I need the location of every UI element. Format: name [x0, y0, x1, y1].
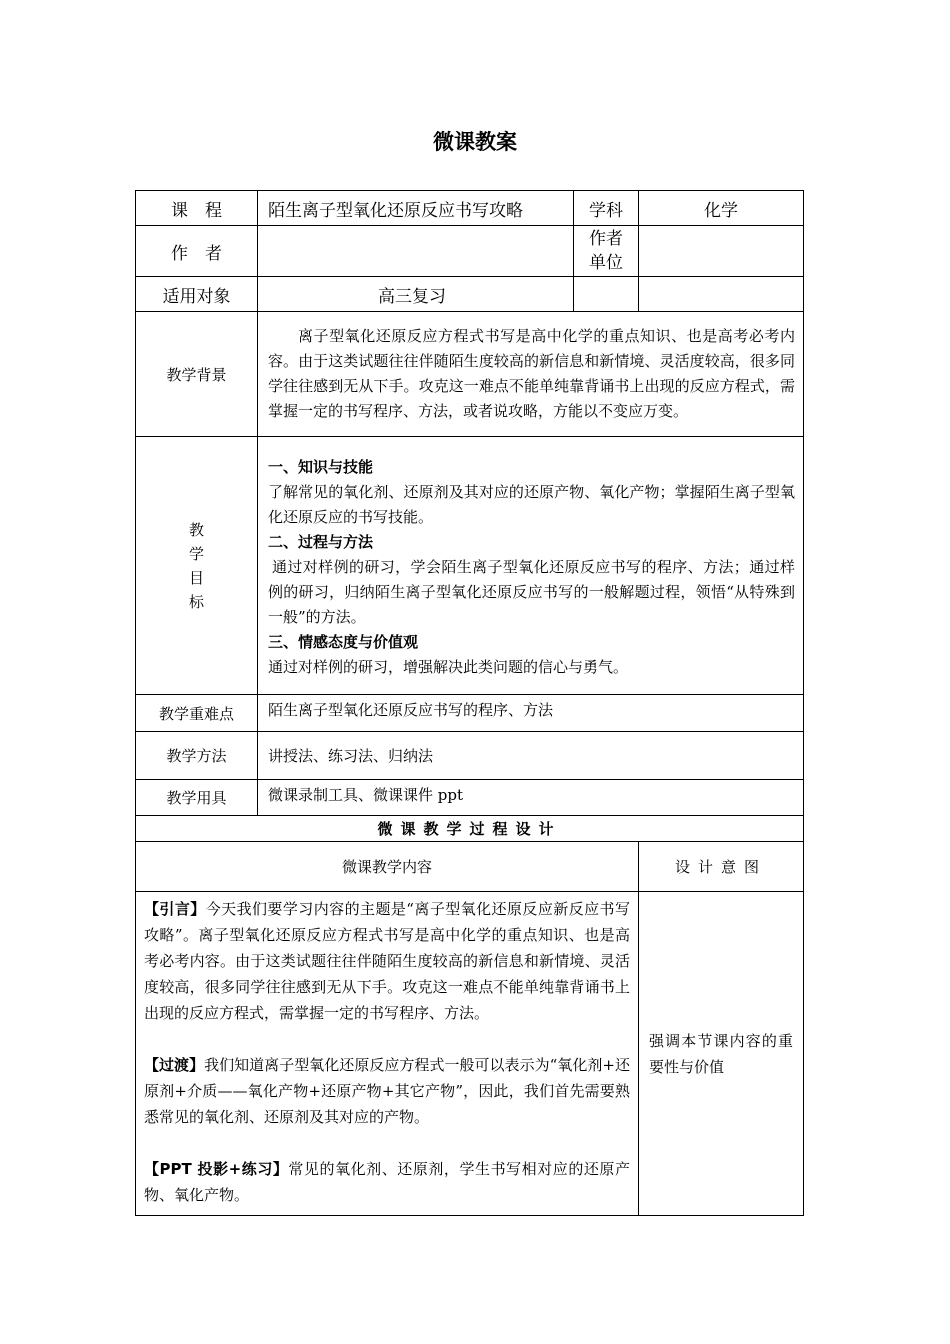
- empty-cell: [639, 277, 804, 312]
- objectives-label-char: 标: [188, 592, 204, 611]
- content-header: 微课教学内容: [136, 842, 639, 892]
- objective-heading-values: 三、情感态度与价值观: [268, 633, 419, 651]
- background-row: [136, 312, 804, 437]
- process-heading: 微课教学过程设计: [136, 816, 804, 842]
- author-unit-label: [574, 226, 639, 277]
- course-value: 陌生离子型氧化还原反应书写攻略: [258, 191, 574, 226]
- objectives-label: [136, 437, 258, 695]
- objective-heading-knowledge: 一、知识与技能: [268, 458, 374, 476]
- methods-row: [136, 732, 804, 780]
- subject-value: 化学: [639, 191, 804, 226]
- intro-paragraph: [144, 896, 630, 1026]
- process-header-row: [136, 842, 804, 892]
- objective-text-values: 通过对样例的研习，增强解决此类问题的信心与勇气。: [268, 658, 629, 676]
- intent-text: 强调本节课内容的重要性与价值: [639, 892, 804, 1216]
- intro-tag: 【引言】: [144, 900, 206, 918]
- course-row: [136, 191, 804, 226]
- document-title: 微课教案: [433, 130, 517, 154]
- key-points-value: 陌生离子型氧化还原反应书写的程序、方法: [258, 695, 804, 732]
- transition-tag: 【过渡】: [144, 1056, 205, 1074]
- lesson-plan-table: [135, 190, 804, 1216]
- author-value: [258, 226, 574, 277]
- transition-text: 我们知道离子型氧化还原反应方程式一般可以表示为“氧化剂+还原剂+介质——氧化产物+还原产物+其它产物”，因此，我们首先需要熟悉常见的氧化剂、还原剂及其对应的产物。: [144, 1056, 630, 1126]
- objective-text-process: 通过对样例的研习，学会陌生离子型氧化还原反应书写的程序、方法；通过样例的研习，归纳陌生离子型氧化还原反应书写的一般解题过程，领悟“从特殊到一般”的方法。: [268, 558, 795, 626]
- author-label: 作 者: [136, 226, 258, 277]
- objectives-label-char: 教: [188, 520, 204, 539]
- objectives-content: [258, 437, 804, 695]
- objective-text-knowledge: 了解常见的氧化剂、还原剂及其对应的还原产物、氧化产物；掌握陌生离子型氧化还原反应的书写技能。: [268, 483, 795, 526]
- tools-row: [136, 780, 804, 816]
- objectives-label-char: 学: [188, 544, 204, 563]
- process-heading-row: [136, 816, 804, 842]
- intro-text: 今天我们要学习内容的主题是“离子型氧化还原反应新反应书写攻略”。离子型氧化还原反应方程式书写是高中化学的重点知识、也是高考必考内容。由于这类试题往往伴随陌生度较高的新信息和新情境、灵活度较高，很多同学往往感到无从下手。攻克这一难点不能单纯靠背诵书上出现的反应方程式，需掌握一定的书写程序、方法。: [144, 900, 630, 1022]
- ppt-tag: 【PPT 投影+练习】: [144, 1160, 289, 1178]
- ppt-text: 常见的氧化剂、还原剂，学生书写相对应的还原产物、氧化产物。: [144, 1160, 630, 1204]
- background-text: 离子型氧化还原反应方程式书写是高中化学的重点知识、也是高考必考内容。由于这类试题往往伴随陌生度较高的新信息和新情境、灵活度较高，很多同学往往感到无从下手。攻克这一难点不能单纯靠背诵书上出现的反应方程式，需掌握一定的书写程序、方法，或者说攻略，方能以不变应万变。: [258, 312, 804, 437]
- spacer: [144, 1130, 630, 1156]
- author-row: [136, 226, 804, 277]
- author-unit-value: [639, 226, 804, 277]
- methods-label: 教学方法: [136, 732, 258, 780]
- process-content: [136, 892, 639, 1216]
- methods-value: 讲授法、练习法、归纳法: [258, 732, 804, 780]
- audience-label: 适用对象: [136, 277, 258, 312]
- objective-heading-process: 二、过程与方法: [268, 533, 374, 551]
- author-unit-label-line2: 单位: [589, 253, 623, 273]
- audience-row: [136, 277, 804, 312]
- ppt-paragraph: [144, 1156, 630, 1208]
- objectives-row: [136, 437, 804, 695]
- key-points-row: [136, 695, 804, 732]
- author-unit-label-line1: 作者: [589, 229, 623, 249]
- background-label: 教学背景: [136, 312, 258, 437]
- objectives-label-char: 目: [188, 568, 204, 587]
- subject-label: 学科: [574, 191, 639, 226]
- tools-value: 微课录制工具、微课课件 ppt: [258, 780, 804, 816]
- process-content-row: [136, 892, 804, 1216]
- intent-header: 设计意图: [639, 842, 804, 892]
- tools-label: 教学用具: [136, 780, 258, 816]
- transition-paragraph: [144, 1052, 630, 1130]
- key-points-label: 教学重难点: [136, 695, 258, 732]
- course-label: 课 程: [136, 191, 258, 226]
- audience-value: 高三复习: [258, 277, 574, 312]
- spacer: [144, 1026, 630, 1052]
- empty-cell: [574, 277, 639, 312]
